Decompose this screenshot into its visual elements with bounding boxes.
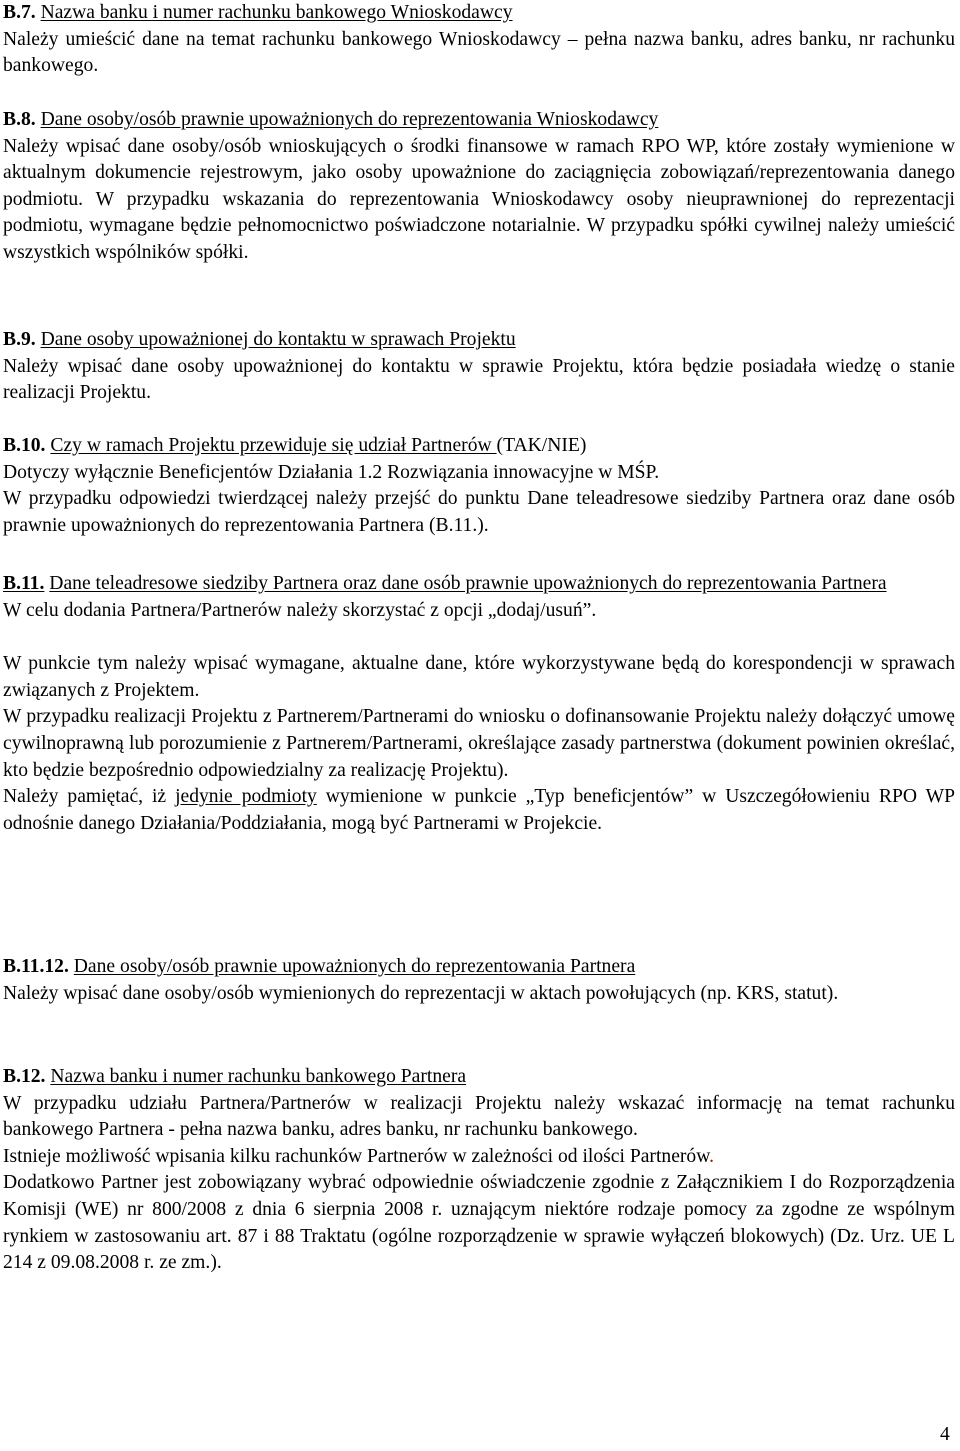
section-title: Dane osoby/osób prawnie upoważnionych do reprezentowania Wnioskodawcy [40, 109, 659, 130]
section-title: Dane teleadresowe siedziby Partnera oraz dane osób prawnie upoważnionych do reprezentowania Partnera [49, 573, 887, 594]
section-paragraph: Dodatkowo Partner jest zobowiązany wybrać odpowiednie oświadczenie zgodnie z Załącznikiem I do Rozporządzenia Komisji (WE) nr 800/2008 z dnia 6 sierpnia 2008 r. uznającym niektóre rodzaje pomocy za zgodne ze wspólnym rynkiem w zastosowaniu art. 87 i 88 Traktatu (ogólne rozporządzenie w sprawie wyłączeń blokowych) (Dz. Urz. UE L 214 z 09.08.2008 r. ze zm.). [3, 1172, 955, 1274]
section-b9 [3, 327, 955, 407]
section-title-suffix: (TAK/NIE) [496, 435, 587, 456]
section-number: B.11. [3, 573, 45, 594]
section-b1112 [3, 954, 955, 1007]
section-b10 [3, 433, 955, 539]
paragraph-text: Istnieje możliwość wpisania kilku rachunków Partnerów w zależności od ilości Partnerów [3, 1145, 710, 1167]
paragraph-text: wymienione w punkcie „Typ beneficjentów” w Uszczegółowieniu RPO WP odnośnie danego Działania/Poddziałania, mogą być Partnerami w Projekcie. [3, 786, 955, 834]
section-number: B.9. [3, 329, 36, 350]
underlined-phrase: jedynie podmioty [175, 786, 317, 808]
section-number: B.10. [3, 435, 46, 456]
section-line: Dotyczy wyłącznie Beneficjentów Działania 1.2 Rozwiązania innowacyjne w MŚP. [3, 461, 660, 483]
section-title: Nazwa banku i numer rachunku bankowego Partnera [50, 1066, 467, 1087]
page-number: 4 [940, 1424, 950, 1445]
section-paragraph [3, 784, 955, 837]
paragraph-period: . [709, 1145, 714, 1167]
paragraph-text: Należy pamiętać, iż [3, 786, 176, 808]
section-number: B.11.12. [3, 956, 69, 977]
section-title: Nazwa banku i numer rachunku bankowego Wnioskodawcy [40, 2, 513, 23]
section-b8 [3, 107, 955, 267]
section-number: B.12. [3, 1066, 46, 1087]
section-body: Należy wpisać dane osoby upoważnionej do kontaktu w sprawie Projektu, która będzie posiadała wiedzę o stanie realizacji Projektu. [3, 355, 955, 404]
section-line: W celu dodania Partnera/Partnerów należy skorzystać z opcji „dodaj/usuń”. [3, 599, 597, 621]
section-body: W przypadku odpowiedzi twierdzącej należy przejść do punktu Dane teleadresowe siedziby Partnera oraz dane osób prawnie upoważnionych do reprezentowania Partnera (B.11.). [3, 488, 955, 536]
section-b12 [3, 1064, 955, 1277]
section-title: Dane osoby/osób prawnie upoważnionych do reprezentowania Partnera [73, 956, 636, 977]
section-paragraph [3, 1144, 955, 1171]
section-paragraph: W przypadku udziału Partnera/Partnerów w realizacji Projektu należy wskazać informację na temat rachunku bankowego Partnera - pełna nazwa banku, adres banku, nr rachunku bankowego. [3, 1092, 955, 1141]
section-body: Należy wpisać dane osoby/osób wymienionych do reprezentacji w aktach powołujących (np. KRS, statut). [3, 982, 839, 1004]
section-number: B.7. [3, 2, 36, 23]
section-title: Dane osoby upoważnionej do kontaktu w sprawach Projektu [40, 329, 516, 350]
section-number: B.8. [3, 109, 36, 130]
section-b11 [3, 571, 955, 837]
section-paragraph: W przypadku realizacji Projektu z Partnerem/Partnerami do wniosku o dofinansowanie Projektu należy dołączyć umowę cywilnoprawną lub porozumienie z Partnerem/Partnerami, określające zasady partnerstwa (dokument powinien określać, kto będzie bezpośrednio odpowiedzialny za realizację Projektu). [3, 706, 955, 781]
section-body: Należy umieścić dane na temat rachunku bankowego Wnioskodawcy – pełna nazwa banku, adres banku, nr rachunku bankowego. [3, 28, 955, 77]
section-paragraph: W punkcie tym należy wpisać wymagane, aktualne dane, które wykorzystywane będą do korespondencji w sprawach związanych z Projektem. [3, 653, 955, 701]
section-body: Należy wpisać dane osoby/osób wnioskujących o środki finansowe w ramach RPO WP, które zostały wymienione w aktualnym dokumencie rejestrowym, jako osoby upoważnione do zaciągnięcia zobowiązań/reprezentowania danego podmiotu. W przypadku wskazania do reprezentowania Wnioskodawcy osoby nieuprawnionej do reprezentacji podmiotu, wymagane będzie pełnomocnictwo poświadczone notarialnie. W przypadku spółki cywilnej należy umieścić wszystkich wspólników spółki. [3, 135, 955, 263]
section-title: Czy w ramach Projektu przewiduje się udział Partnerów [50, 435, 497, 456]
section-b7 [3, 0, 955, 80]
